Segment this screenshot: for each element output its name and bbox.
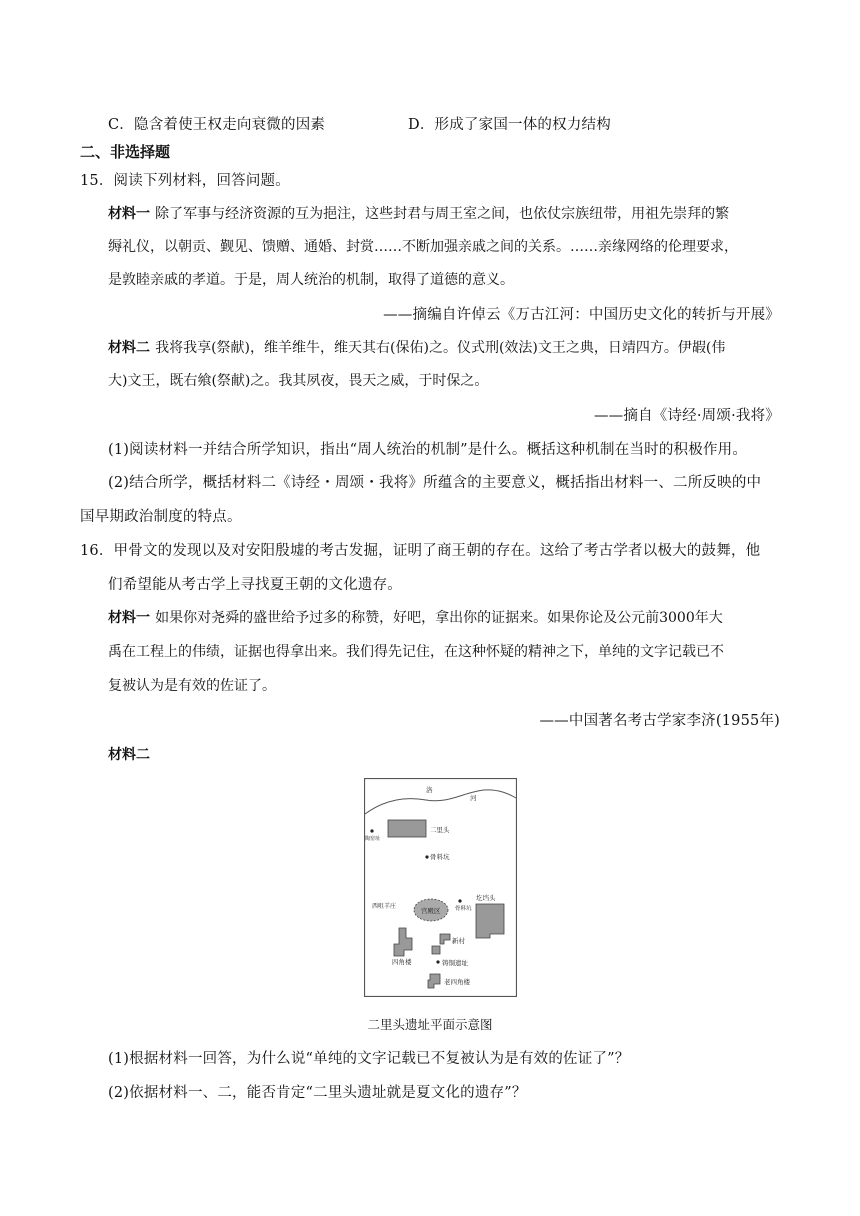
q15-material-1-line-2: 缛礼仪，以朝贡、觐见、馈赠、通婚、封赏……不断加强亲戚之间的关系。……亲缘网络的伦理要求， [108, 239, 738, 255]
option-d: D．形成了家国一体的权力结构 [408, 117, 611, 133]
guliaokeng-dot-1 [425, 855, 428, 858]
map-label-sijiaolou: 四角楼 [392, 958, 412, 966]
q15-sub-question-2-line-1: (2)结合所学，概括材料二《诗经・周颂・我将》所蕴含的主要意义，概括指出材料一、二所反映的中 [108, 475, 762, 491]
zhutong-dot [436, 960, 439, 963]
xincun-block-2 [432, 946, 440, 954]
q15-material-2-label: 材料二 [108, 340, 150, 356]
map-label-erlitou: 二里头 [430, 826, 450, 834]
section-title: 二、非选择题 [80, 143, 171, 161]
q16-material-1-source: ——中国著名考古学家李济(1955年) [539, 713, 780, 729]
q15-material-1-line-3: 是敦睦亲戚的孝道。于是，周人统治的机制，取得了道德的意义。 [108, 272, 514, 288]
erlitou-site-map [364, 778, 517, 997]
map-caption: 二里头遗址平面示意图 [367, 1017, 493, 1032]
q15-stem: 15．阅读下列材料，回答问题。 [80, 173, 290, 189]
q16-material-1-line-1 [108, 607, 723, 627]
erlitou-block [388, 820, 426, 837]
map-label-qiguoto: 圪垱头 [476, 894, 496, 902]
q15-material-1-line-1 [108, 203, 729, 223]
q15-material-2-text: 我将我享(祭献)，维羊维牛，维天其右(保佑)之。仪式刑(效法)文王之典，日靖四方。伊嘏(伟 [155, 340, 726, 356]
q16-stem-line-2: 们希望能从考古学上寻找夏王朝的文化遗存。 [108, 577, 402, 593]
q16-stem-line-1: 16．甲骨文的发现以及对安阳殷墟的考古发掘，证明了商王朝的存在。这给了考古学者以极大的鼓舞，他 [80, 543, 761, 559]
q15-sub-question-1: (1)阅读材料一并结合所学知识，指出“周人统治的机制”是什么。概括这种机制在当时的积极作用。 [108, 442, 748, 458]
map-label-zhutong: 铸铜遗址 [442, 959, 468, 967]
q15-sub-question-2-line-2: 国早期政治制度的特点。 [80, 509, 242, 525]
option-c: C．隐含着使王权走向衰微的因素 [108, 117, 326, 133]
q15-material-2-source: ——摘自《诗经·周颂·我将》 [593, 408, 780, 424]
q16-material-1-label: 材料一 [108, 610, 150, 626]
map-label-luo: 洛 [426, 786, 433, 794]
q16-material-1-line-2: 禹在工程上的伟绩，证据也得拿出来。我们得先记住，在这种怀疑的精神之下，单纯的文字记载已不 [108, 644, 724, 660]
q16-material-1-text: 如果你对尧舜的盛世给予过多的称赞，好吧，拿出你的证据来。如果你论及公元前3000年大 [155, 610, 723, 626]
q15-material-2-line-2: 大)文王，既右飨(祭献)之。我其夙夜，畏天之威，于时保之。 [108, 373, 489, 389]
q16-material-2-label: 材料二 [108, 747, 150, 763]
map-label-xincun: 新村 [452, 937, 465, 945]
q16-sub-question-2: (2)依据材料一、二，能否肯定“二里头遗址就是夏文化的遗存”？ [108, 1085, 527, 1101]
map-label-taoyuan: 陶窑址 [365, 836, 381, 842]
map-label-xipo: 西咀羊庄 [372, 903, 397, 910]
map-border [365, 779, 517, 997]
q15-material-1-label: 材料一 [108, 206, 150, 222]
map-label-palace: 宫殿区 [421, 907, 441, 915]
q15-material-1-source: ——摘编自许倬云《万古江河：中国历史文化的转折与开展》 [383, 307, 780, 323]
guliaokeng-dot-2 [458, 899, 461, 902]
taoyuan-dot [370, 829, 373, 832]
map-label-laosijiaolou: 老四角楼 [444, 978, 470, 986]
q16-material-1-line-3: 复被认为是有效的佐证了。 [108, 678, 276, 694]
map-label-guliaokeng-2: 骨料坑 [455, 906, 472, 912]
q15-material-1-text: 除了军事与经济资源的互为挹注，这些封君与周王室之间，也依仗宗族纽带，用祖先崇拜的繁 [155, 206, 730, 222]
q15-material-2-line-1 [108, 337, 725, 357]
qiguoto-block [476, 904, 504, 938]
map-label-he: 河 [470, 794, 477, 802]
q16-sub-question-1: (1)根据材料一回答，为什么说“单纯的文字记载已不复被认为是有效的佐证了”？ [108, 1051, 630, 1067]
map-label-guliaokeng-1: 骨料坑 [430, 853, 450, 861]
